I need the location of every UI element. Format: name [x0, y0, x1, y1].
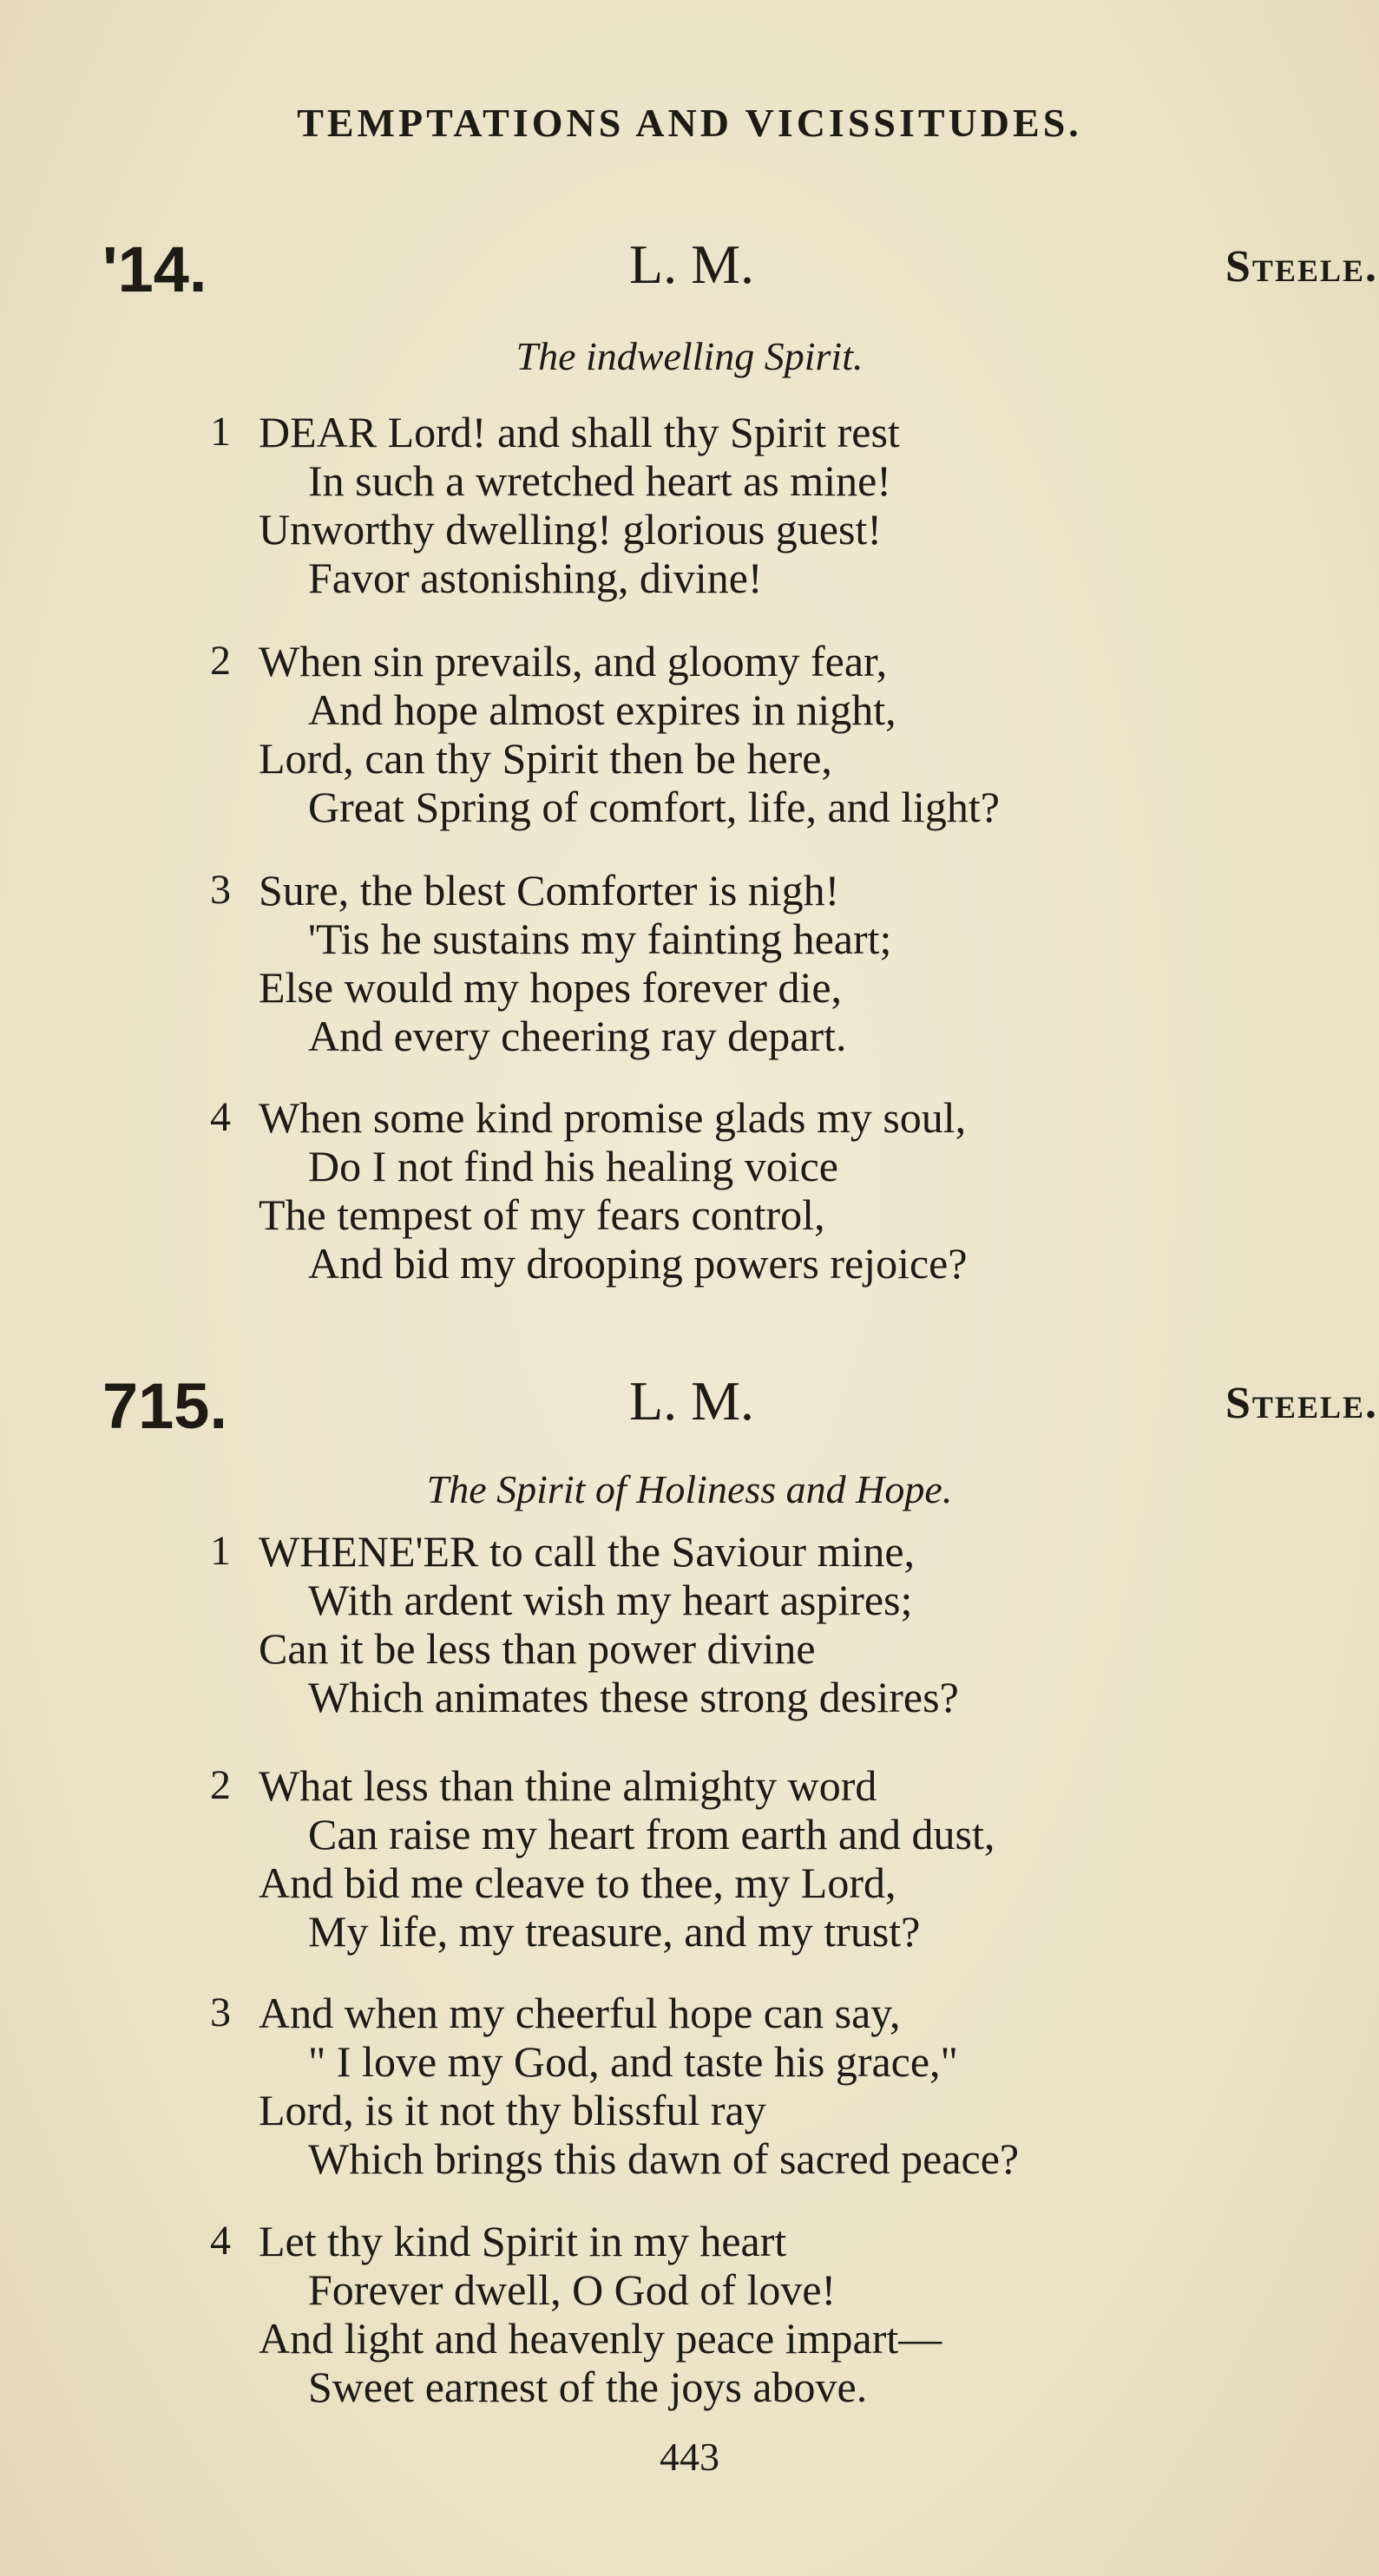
stanza-line	[0, 1142, 1379, 1190]
line-text: Unworthy dwelling! glorious guest!	[259, 505, 882, 554]
stanza-line	[0, 2363, 1379, 2411]
stanza-line	[0, 1907, 1379, 1956]
line-text: WHENE'ER to call the Saviour mine,	[259, 1527, 916, 1576]
hymn-number: '14.	[102, 233, 207, 305]
line-text: Which animates these strong desires?	[308, 1673, 959, 1721]
line-text: Lord, can thy Spirit then be here,	[259, 734, 832, 783]
hymn-header	[0, 233, 1379, 305]
stanza	[0, 1527, 1379, 1721]
page-number: 443	[660, 2435, 719, 2479]
line-text: And bid my drooping powers rejoice?	[308, 1239, 968, 1288]
stanza-line	[0, 2037, 1379, 2086]
stanza-line	[0, 1761, 1379, 1810]
stanza	[0, 2217, 1379, 2411]
stanza-line	[0, 1012, 1379, 1060]
line-text: Forever dwell, O God of love!	[308, 2265, 837, 2314]
line-text: And light and heavenly peace impart—	[259, 2314, 942, 2363]
line-text: Favor astonishing, divine!	[308, 554, 763, 602]
stanza-line	[0, 637, 1379, 685]
line-text: My life, my treasure, and my trust?	[308, 1907, 921, 1956]
line-text: Lord, is it not thy blissful ray	[259, 2086, 766, 2134]
line-text: And hope almost expires in night,	[308, 685, 896, 734]
hymn-meter: L. M.	[629, 233, 754, 295]
stanza-line	[0, 1989, 1379, 2037]
stanza	[0, 1761, 1379, 1956]
stanza	[0, 866, 1379, 1060]
line-text: Great Spring of comfort, life, and light?	[308, 783, 1000, 831]
running-head: TEMPTATIONS AND VICISSITUDES.	[297, 101, 1082, 145]
stanza-number: 2	[210, 638, 231, 684]
stanza-line	[0, 685, 1379, 734]
stanza	[0, 637, 1379, 831]
stanza-line	[0, 2134, 1379, 2183]
stanza-number: 4	[210, 2218, 231, 2264]
stanza-number: 2	[210, 1762, 231, 1808]
stanza-line	[0, 866, 1379, 914]
stanza-number: 4	[210, 1094, 231, 1140]
hymn-subtitle: The indwelling Spirit.	[515, 334, 864, 378]
line-text: Else would my hopes forever die,	[259, 963, 843, 1012]
hymn-author: Steele.	[1225, 242, 1378, 292]
stanza-line	[0, 408, 1379, 456]
hymn-author: Steele.	[1225, 1379, 1378, 1428]
stanza-line	[0, 2086, 1379, 2134]
stanza-line	[0, 1239, 1379, 1288]
stanza-line	[0, 783, 1379, 831]
line-text: Which brings this dawn of sacred peace?	[308, 2134, 1020, 2183]
line-text: Can it be less than power divine	[259, 1624, 816, 1673]
stanza-line	[0, 1527, 1379, 1576]
line-text: The tempest of my fears control,	[259, 1190, 825, 1239]
hymn-number: 715.	[102, 1370, 228, 1442]
stanza-line	[0, 2265, 1379, 2314]
stanza-line	[0, 1576, 1379, 1624]
stanza	[0, 1093, 1379, 1288]
stanza-line	[0, 1624, 1379, 1673]
stanza	[0, 408, 1379, 602]
line-text: DEAR Lord! and shall thy Spirit rest	[259, 408, 900, 456]
stanza-number: 1	[210, 409, 231, 455]
line-text: Sweet earnest of the joys above.	[308, 2363, 868, 2411]
stanza	[0, 1989, 1379, 2183]
stanza-line	[0, 2314, 1379, 2363]
line-text: 'Tis he sustains my fainting heart;	[308, 914, 892, 963]
hymn-subtitle: The Spirit of Holiness and Hope.	[426, 1467, 953, 1511]
line-text: " I love my God, and taste his grace,"	[308, 2037, 958, 2086]
stanza-line	[0, 1858, 1379, 1907]
stanza-line	[0, 963, 1379, 1012]
stanza-line	[0, 505, 1379, 554]
stanza-number: 1	[210, 1528, 231, 1574]
line-text: Sure, the blest Comforter is nigh!	[259, 866, 840, 914]
stanza-number: 3	[210, 867, 231, 913]
line-text: And when my cheerful hope can say,	[259, 1989, 901, 2037]
line-text: Do I not find his healing voice	[308, 1142, 838, 1190]
hymn-header	[0, 1369, 1379, 1442]
stanza-line	[0, 456, 1379, 505]
line-text: What less than thine almighty word	[259, 1761, 877, 1810]
stanza-line	[0, 1810, 1379, 1858]
stanza-line	[0, 1190, 1379, 1239]
line-text: In such a wretched heart as mine!	[308, 456, 891, 505]
stanza-line	[0, 734, 1379, 783]
line-text: And bid me cleave to thee, my Lord,	[259, 1858, 896, 1907]
stanza-line	[0, 2217, 1379, 2265]
stanza-number: 3	[210, 1989, 231, 2035]
stanza-line	[0, 1673, 1379, 1721]
line-text: Let thy kind Spirit in my heart	[259, 2217, 787, 2265]
line-text: With ardent wish my heart aspires;	[308, 1576, 913, 1624]
hymn-meter: L. M.	[629, 1370, 754, 1432]
line-text: Can raise my heart from earth and dust,	[308, 1810, 995, 1858]
stanza-line	[0, 914, 1379, 963]
stanza-line	[0, 554, 1379, 602]
line-text: And every cheering ray depart.	[308, 1012, 847, 1060]
line-text: When sin prevails, and gloomy fear,	[259, 637, 888, 685]
line-text: When some kind promise glads my soul,	[259, 1093, 967, 1142]
stanza-line	[0, 1093, 1379, 1142]
